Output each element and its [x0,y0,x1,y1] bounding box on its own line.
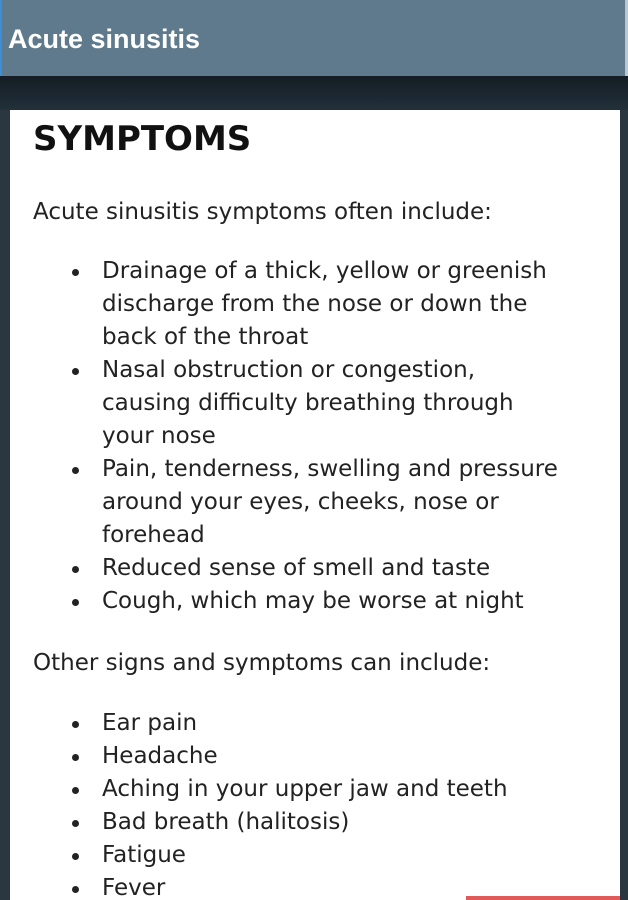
list-item-text-line: Cough, which may be worse at night [102,588,524,614]
list-item-text-line: Fatigue [102,842,186,868]
list-item-text-line: around your eyes, cheeks, nose or [102,489,499,515]
list-item-text-line: Bad breath (halitosis) [102,809,350,835]
scroll-accent-bar [466,896,620,900]
primary-symptom-list [10,255,620,618]
bullet-dot-icon [72,368,79,375]
list-item-text-line: forehead [102,522,205,548]
bullet-dot-icon [72,853,79,860]
other-symptom-list [10,707,620,900]
section-heading: SYMPTOMS [33,119,252,159]
bullet-dot-icon [72,886,79,893]
header-shadow-strip [0,76,628,110]
list-item [10,839,620,872]
list-item [10,740,620,773]
content-card[interactable] [10,110,620,900]
list-item-text-line: Pain, tenderness, swelling and pressure [102,456,558,482]
list-item-text-line: discharge from the nose or down the [102,291,528,317]
bullet-dot-icon [72,566,79,573]
list-item [10,453,620,552]
list-item-text-line: Reduced sense of smell and taste [102,555,491,581]
bullet-dot-icon [72,467,79,474]
list-item-text-line: Drainage of a thick, yellow or greenish [102,258,547,284]
bullet-dot-icon [72,754,79,761]
intro-paragraph: Acute sinusitis symptoms often include: [33,199,492,225]
list-item-text-line: causing difficulty breathing through [102,390,514,416]
list-item-text-line: Fever [102,875,166,900]
list-item [10,707,620,740]
app-title: Acute sinusitis [8,24,201,54]
list-item [10,354,620,453]
left-margin [0,110,10,900]
right-margin [620,110,628,900]
list-item [10,806,620,839]
list-item [10,773,620,806]
list-item-text-line: Ear pain [102,710,198,736]
list-item-text-line: Aching in your upper jaw and teeth [102,776,508,802]
bullet-dot-icon [72,787,79,794]
other-intro-paragraph: Other signs and symptoms can include: [33,650,491,676]
list-item-text-line: Nasal obstruction or congestion, [102,357,476,383]
list-item-text-line: Headache [102,743,218,769]
list-item [10,552,620,585]
list-item [10,255,620,354]
bullet-dot-icon [72,721,79,728]
bullet-dot-icon [72,820,79,827]
list-item [10,585,620,618]
bullet-dot-icon [72,269,79,276]
bullet-dot-icon [72,599,79,606]
app-bar [0,0,628,76]
list-item-text-line: your nose [102,423,216,449]
list-item-text-line: back of the throat [102,324,309,350]
